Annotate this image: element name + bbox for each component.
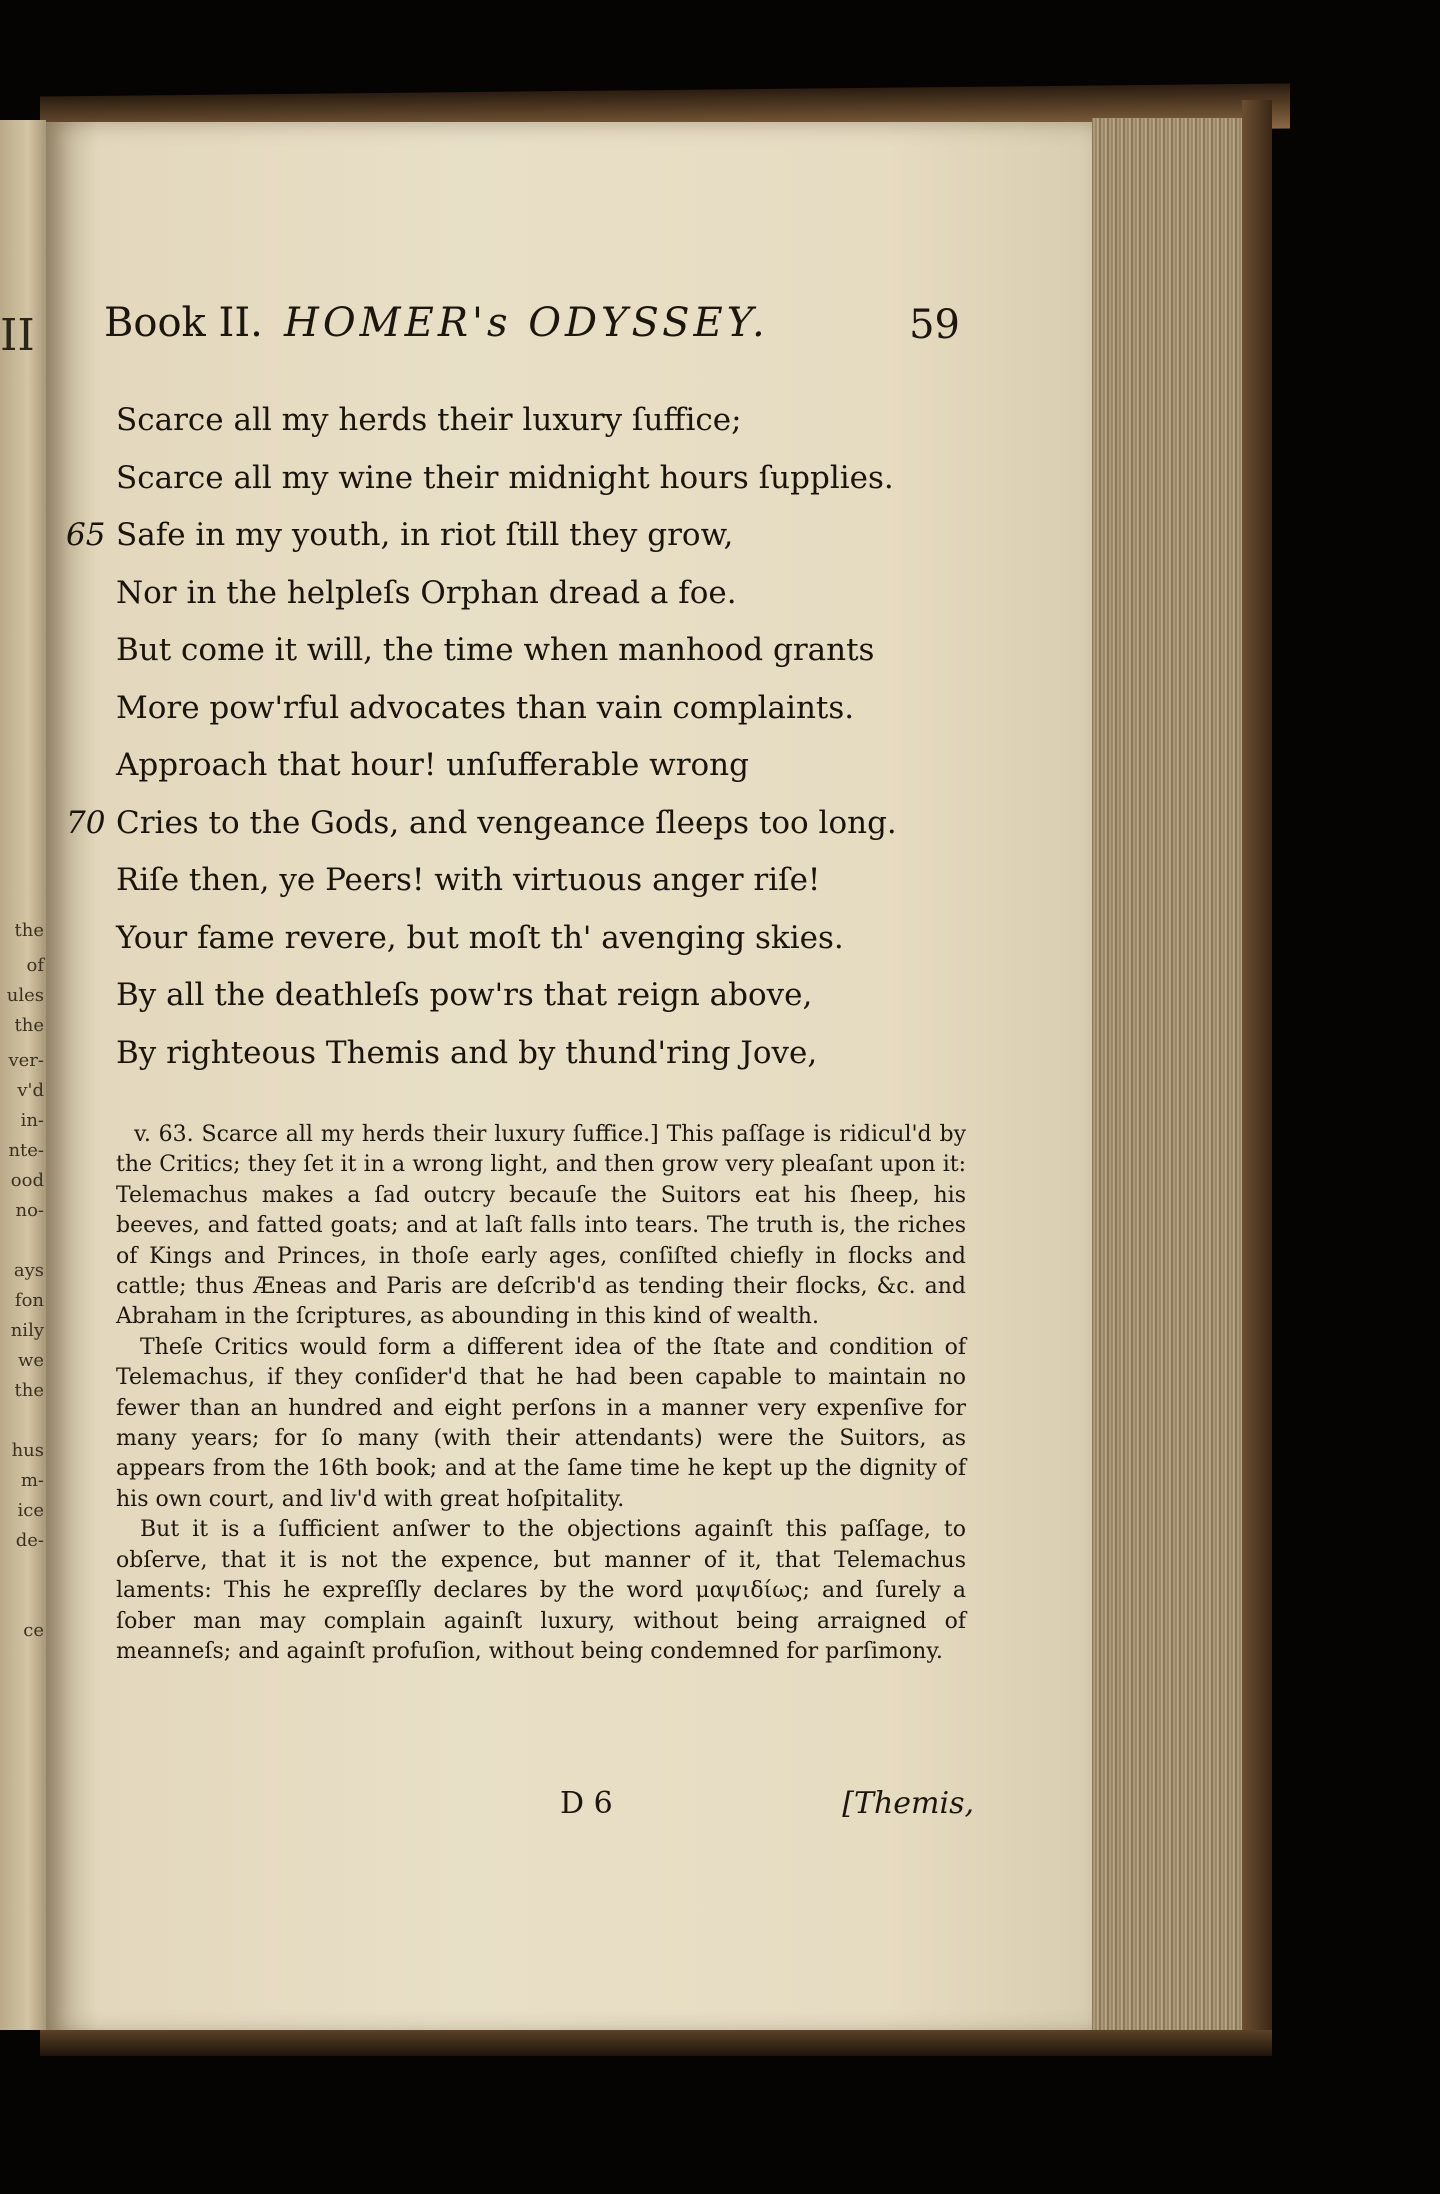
- previous-page-fragment: the: [14, 1380, 44, 1401]
- footnote-paragraph: v. 63. Scarce all my herds their luxury ſuffice.] This paſſage is ridicul'd by the Critics; they ſet it in a wrong light, and then grow very pleaſant upon it: Telemachus makes a ſad outcry becauſe the Suitors eat his ſheep, his beeves, and fatted goats; and at laſt falls into tears. The truth is, the riches of Kings and Princes, in thoſe early ages, conſiſted chiefly in flocks and cattle; thus Æneas and Paris are deſcrib'd as tending their flocks, &c. and Abraham in the ſcriptures, as abounding in this kind of wealth.: [116, 1122, 966, 1330]
- line-number: 65: [66, 517, 106, 553]
- previous-page-fragment: the: [14, 920, 44, 941]
- previous-page-fragment: nily: [10, 1320, 44, 1341]
- footnote-paragraph: But it is a ſufficient anſwer to the objections againſt this paſſage, to obſerve, that it is not the expence, but manner of it, that Telemachus laments: This he expreſſly declares by the word μαψιδίως; and ſurely a ſober man may complain againſt luxury, without being arraigned of meanneſs; and againſt profuſion, without being condemned for parſimony.: [116, 1517, 966, 1664]
- verse-text: Riſe then, ye Peers! with virtuous anger riſe!: [116, 862, 821, 898]
- verse-line: [116, 622, 976, 680]
- previous-page-fragment: ays: [13, 1260, 44, 1281]
- verse-line: [116, 1025, 976, 1083]
- verse-text: Approach that hour! unſufferable wrong: [116, 747, 749, 783]
- verse-line: [116, 565, 976, 623]
- verse-line: [116, 852, 976, 910]
- previous-page-fragment: we: [17, 1350, 44, 1371]
- previous-page-roman: II: [0, 310, 35, 361]
- verse-line: [116, 392, 976, 450]
- verse-text: By righteous Themis and by thund'ring Jove,: [116, 1034, 818, 1071]
- verse-text: But come it will, the time when manhood grants: [116, 632, 875, 668]
- previous-page-fragment: hus: [11, 1440, 44, 1461]
- footnote-paragraph: Theſe Critics would form a different idea of the ſtate and condition of Telemachus, if they conſider'd that he had been capable to maintain no fewer than an hundred and eight perſons in a manner very expenſive for many years; for ſo many (with their attendants) were the Suitors, as appears from the 16th book; and at the ſame time he kept up the dignity of his own court, and liv'd with great hoſpitality.: [116, 1334, 966, 1512]
- signature-mark: D 6: [560, 1786, 613, 1821]
- previous-page-fragment: m-: [20, 1470, 44, 1491]
- previous-page-fragment: ules: [6, 985, 44, 1006]
- previous-page-fragment: no-: [15, 1200, 44, 1221]
- previous-page-fragment: v'd: [17, 1080, 44, 1101]
- running-header: [104, 300, 974, 360]
- footnotes: [116, 1120, 966, 1667]
- verse-text: By all the deathleſs pow'rs that reign above,: [116, 977, 813, 1013]
- verse-text: Cries to the Gods, and vengeance ſleeps too long.: [116, 804, 897, 841]
- verse-text: Your fame revere, but moſt th' avenging skies.: [116, 919, 844, 956]
- verse-text: Nor in the helpleſs Orphan dread a foe.: [116, 574, 737, 611]
- previous-page-fragment: de-: [15, 1530, 44, 1551]
- previous-page-fragment: ood: [10, 1170, 44, 1191]
- catchword: [Themis,: [842, 1786, 974, 1821]
- page-number: 59: [909, 302, 960, 348]
- previous-page-edge: [0, 120, 46, 2030]
- previous-page-fragment: nte-: [8, 1140, 44, 1161]
- previous-page-fragment: ce: [23, 1620, 44, 1641]
- verse-text: More pow'rful advocates than vain complaints.: [116, 689, 855, 726]
- previous-page-fragment: ver-: [8, 1050, 44, 1071]
- verse-line: [66, 507, 976, 565]
- page-edges: [1092, 118, 1248, 2036]
- book-cover-right: [1242, 100, 1272, 2040]
- previous-page-fragment: of: [26, 955, 44, 976]
- verse-text: Scarce all my wine their midnight hours ſupplies.: [116, 459, 894, 496]
- previous-page-fragment: fon: [14, 1290, 44, 1311]
- previous-page-fragment: the: [14, 1015, 44, 1036]
- verse-line: [116, 967, 976, 1025]
- verse-text: Safe in my youth, in riot ſtill they grow,: [116, 517, 734, 553]
- running-title: HOMER's ODYSSEY.: [284, 300, 769, 346]
- book-label: Book II.: [104, 300, 263, 346]
- verse-line: [66, 795, 976, 853]
- verse-line: [116, 910, 976, 968]
- verse-line: [116, 680, 976, 738]
- book-cover-bottom: [40, 2030, 1272, 2056]
- verse-line: [116, 737, 976, 795]
- verse-block: [66, 392, 976, 1082]
- verse-text: Scarce all my herds their luxury ſuffice;: [116, 402, 742, 438]
- previous-page-fragment: ice: [17, 1500, 44, 1521]
- verse-line: [116, 450, 976, 508]
- previous-page-fragment: in-: [20, 1110, 44, 1131]
- line-number: 70: [66, 804, 106, 841]
- page-footer: [104, 1786, 974, 1830]
